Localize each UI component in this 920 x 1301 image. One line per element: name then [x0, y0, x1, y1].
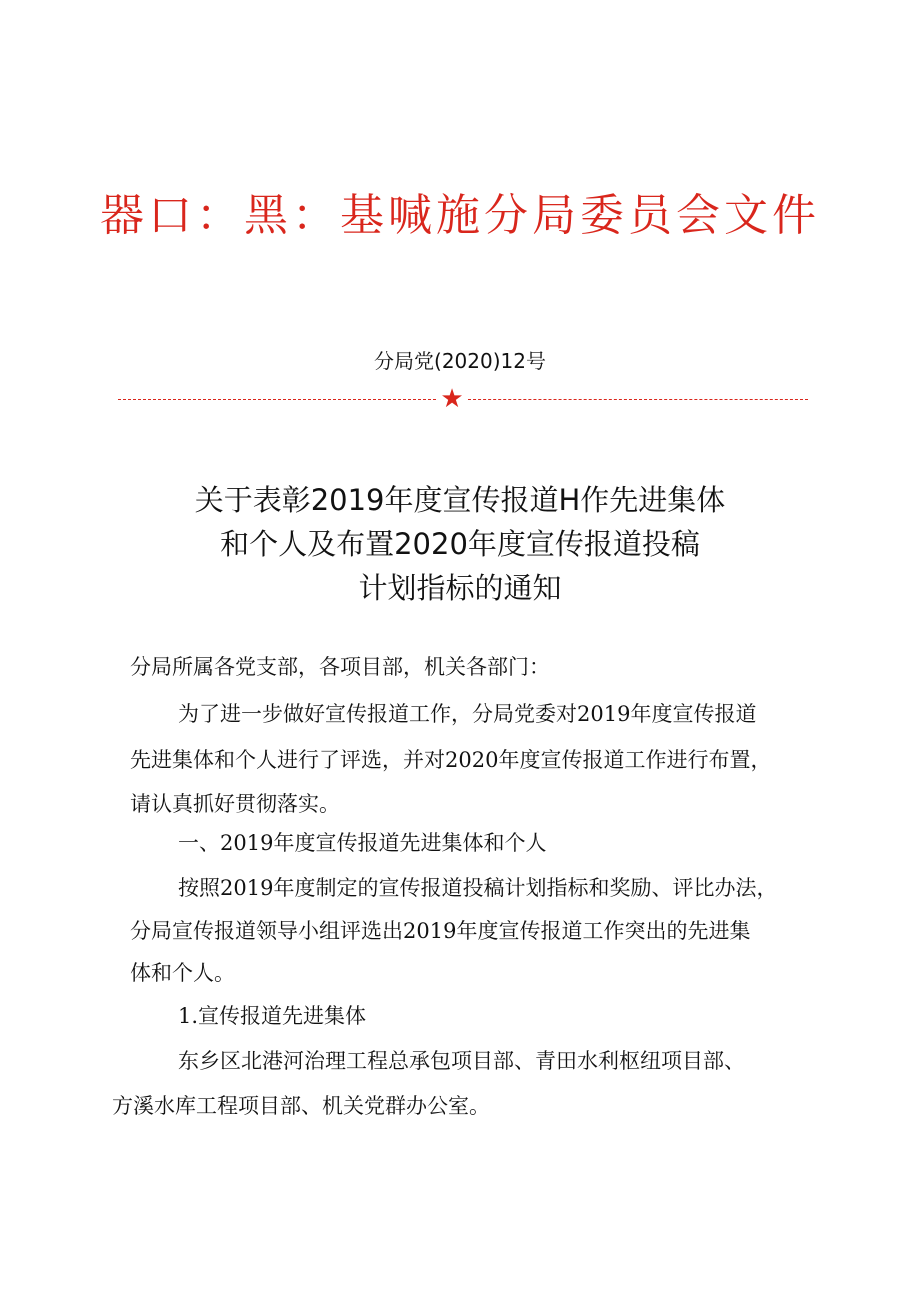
section-heading: 一、2019年度宣传报道先进集体和个人: [178, 831, 547, 855]
paragraph-line: 按照2019年度制定的宣传报道投稿计划指标和奖励、评比办法，: [178, 876, 778, 900]
paragraph-line: 方溪水库工程项目部、机关党群办公室。: [112, 1094, 490, 1118]
document-number: 分局党(2020)12号: [374, 349, 546, 373]
salutation: 分局所属各党支部，各项目部，机关各部门：: [130, 655, 550, 679]
red-separator-line: [118, 384, 808, 414]
paragraph-line: 请认真抓好贯彻落实。: [130, 792, 340, 816]
notice-title-line: 和个人及布置2020年度宣传报道投稿: [220, 527, 700, 561]
red-header-title: 器口：黑：基喊施分局委员会文件: [100, 190, 820, 241]
paragraph-line: 为了进一步做好宣传报道工作，分局党委对2019年度宣传报道: [178, 702, 757, 726]
subsection-heading: 1.宣传报道先进集体: [178, 1004, 367, 1028]
notice-title-line: 计划指标的通知: [358, 571, 562, 605]
paragraph-line: 分局宣传报道领导小组评选出2019年度宣传报道工作突出的先进集: [130, 919, 751, 943]
star-icon: ★: [440, 384, 464, 414]
paragraph-line: 东乡区北港河治理工程总承包项目部、青田水利枢纽项目部、: [178, 1049, 745, 1073]
paragraph-line: 体和个人。: [130, 961, 235, 985]
notice-title: [0, 478, 920, 610]
separator-dashes-right: [468, 399, 808, 400]
paragraph-line: 先进集体和个人进行了评选，并对2020年度宣传报道工作进行布置，: [130, 748, 772, 772]
separator-dashes-left: [118, 399, 436, 400]
notice-title-line: 关于表彰2019年度宣传报道H作先进集体: [194, 483, 726, 517]
